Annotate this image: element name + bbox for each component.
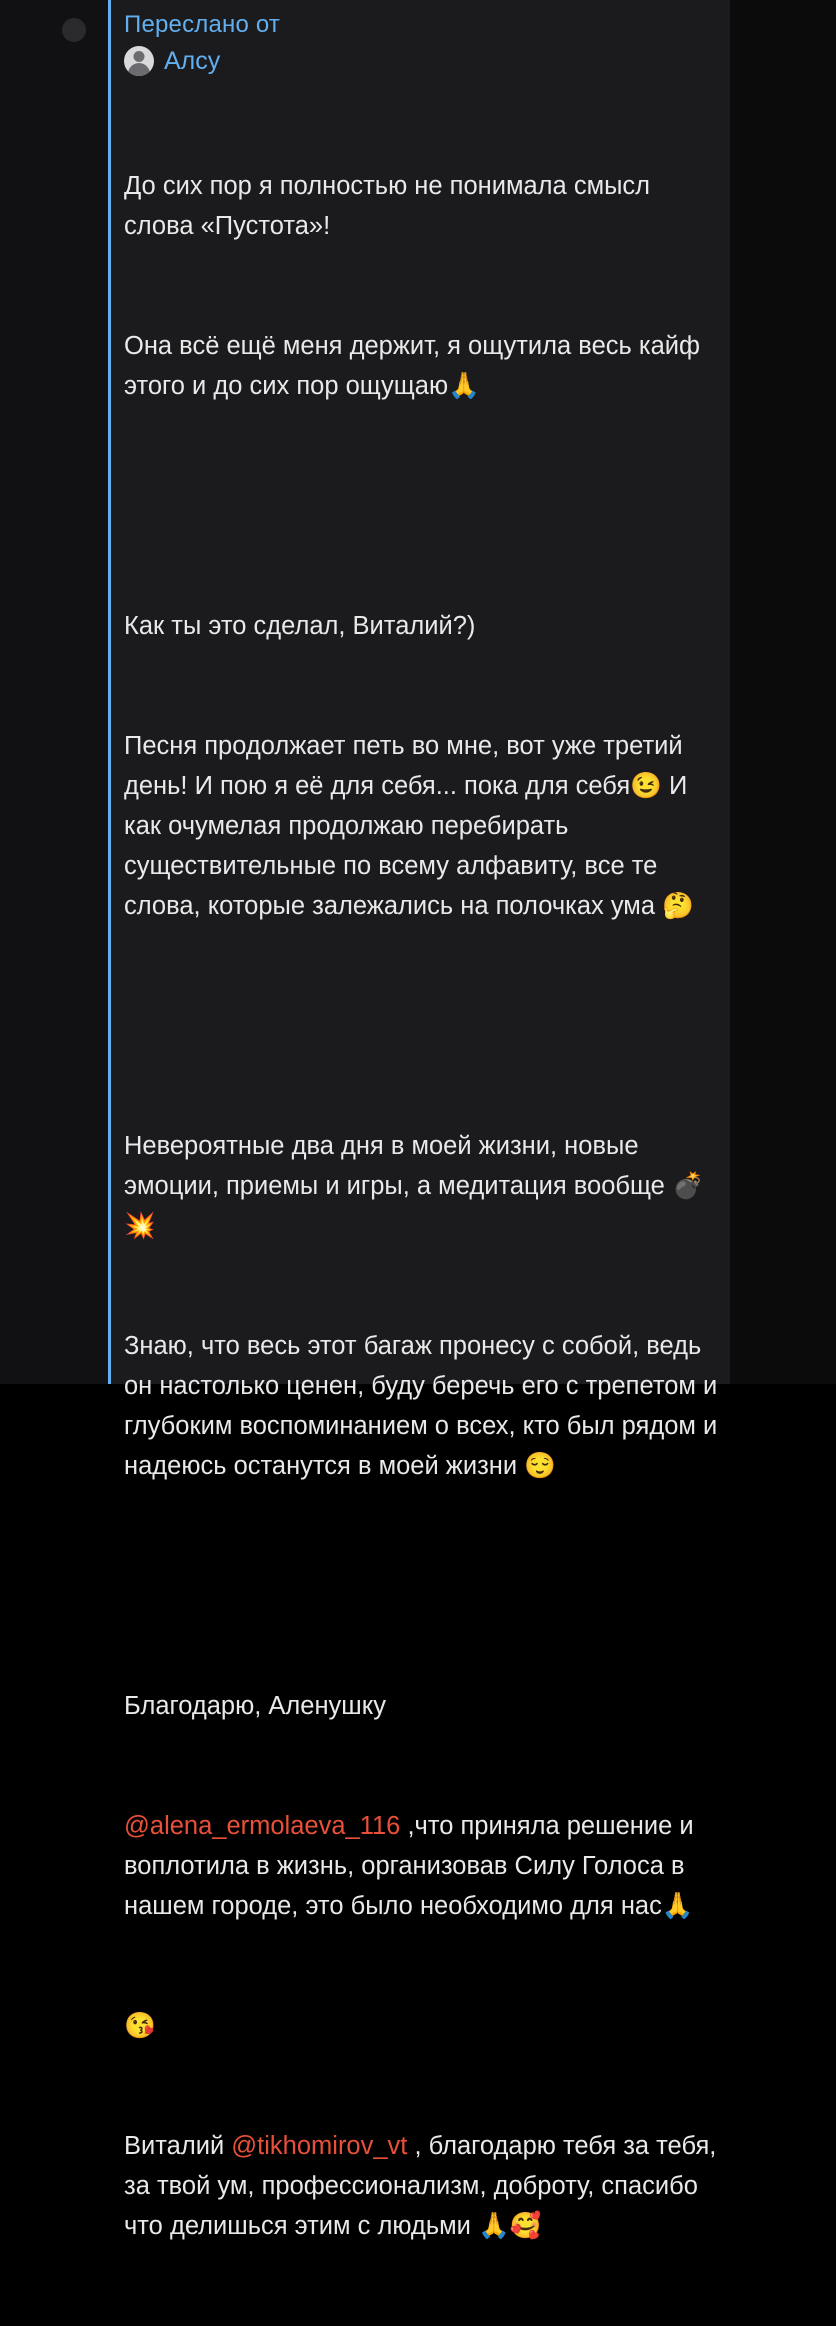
- person-avatar-icon: [124, 46, 154, 76]
- mention-alena-link[interactable]: @alena_ermolaeva_116: [124, 1812, 401, 1840]
- forwarded-author-name[interactable]: Алсу: [164, 47, 221, 75]
- mention-tikhomirov-link[interactable]: @tikhomirov_vt: [231, 2132, 408, 2160]
- paragraph-2-line-1: Как ты это сделал, Виталий?): [124, 612, 476, 640]
- forwarded-accent-bar: [108, 0, 111, 1384]
- kiss-emoji-line: 😘: [124, 2012, 156, 2040]
- text-spacer: [124, 1006, 718, 1046]
- paragraph-3-line-1: Невероятные два дня в моей жизни, новые эмоции, приемы и игры, а медитация вообще 💣💥: [124, 1132, 704, 1240]
- thanks-text-1: ,что приняла решение и воплотила в жизнь, организовав Силу Голоса в нашем городе, это было необходимо для нас🙏: [124, 1812, 701, 1920]
- thanks-block-1: [124, 1806, 718, 1926]
- forwarded-author-row[interactable]: [124, 46, 718, 76]
- message-content: [124, 10, 725, 2326]
- chat-left-gutter: [0, 0, 108, 1384]
- text-spacer: [124, 486, 718, 526]
- paragraph-2-line-2: Песня продолжает петь во мне, вот уже третий день! И пою я её для себя... пока для себя😉 И как очумелая продолжаю перебирать существительные по всему алфавиту, все те слова, которые залежались на полочках ума 🤔: [124, 732, 695, 920]
- chat-right-gutter: [730, 0, 836, 1384]
- paragraph-1-line-2: Она всё ещё меня держит, я ощутила весь кайф этого и до сих пор ощущаю🙏: [124, 332, 708, 400]
- text-spacer: [124, 1566, 718, 1606]
- thanks-text-2: , благодарю тебя за тебя, за твой ум, профессионализм, доброту, спасибо что делишься этим с людьми 🙏🥰: [124, 2132, 724, 2240]
- sender-avatar[interactable]: [62, 18, 86, 42]
- paragraph-3-line-2: Знаю, что весь этот багаж пронесу с собой, ведь он настолько ценен, буду беречь его с трепетом и глубоким воспоминанием о всех, кто был рядом и надеюсь останутся в моей жизни 😌: [124, 1332, 725, 1480]
- message-text: [124, 86, 725, 2326]
- paragraph-1-line-1: До сих пор я полностью не понимала смысл слова «Пустота»!: [124, 172, 658, 240]
- thanks-intro: Благодарю, Аленушку: [124, 1692, 386, 1720]
- thanks-block-2: [124, 2126, 724, 2246]
- name-vitaliy: Виталий: [124, 2132, 232, 2160]
- forwarded-from-label: Переслано от: [124, 11, 281, 38]
- message-bubble[interactable]: [108, 0, 730, 2240]
